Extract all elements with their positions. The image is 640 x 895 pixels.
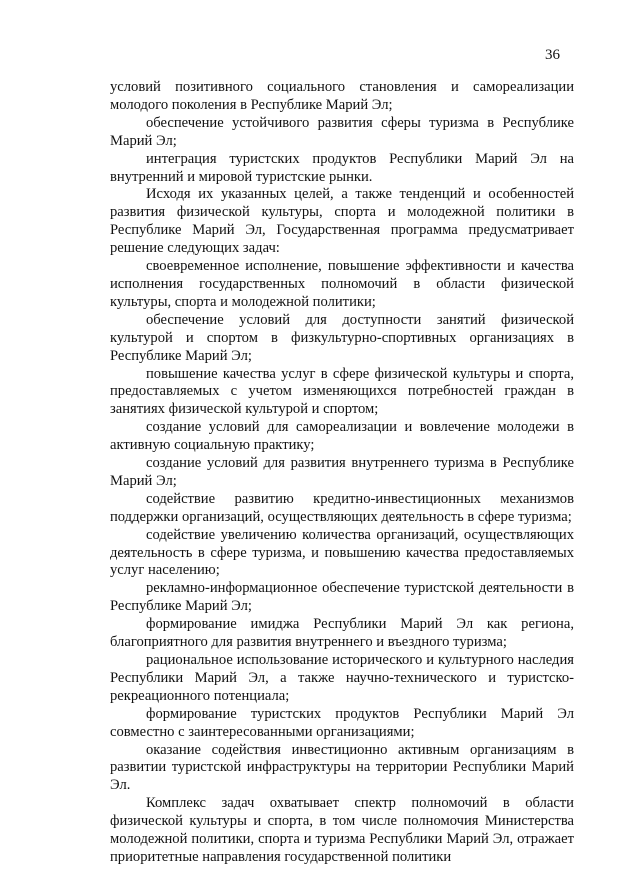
- paragraph-14: рациональное использование исторического и культурного наследия Республики Марий Эл, а также научно-технического и туристско-рекреационного потенциала;: [110, 652, 574, 704]
- page-number: 36: [545, 47, 560, 63]
- paragraph-17: Комплекс задач охватывает спектр полномочий в области физической культуры и спорта, в том числе полномочия Министерства молодежной политики, спорта и туризма Республики Марий Эл, отражает приоритетные направления государственной политики: [110, 795, 574, 865]
- paragraph-2: обеспечение устойчивого развития сферы туризма в Республике Марий Эл;: [110, 114, 574, 149]
- paragraph-13: формирование имиджа Республики Марий Эл как региона, благоприятного для развития внутреннего и въездного туризма;: [110, 616, 574, 651]
- paragraph-4: Исходя их указанных целей, а также тенденций и особенностей развития физической культуры, спорта и молодежной политики в Республике Марий Эл, Государственная программа предусматривает решение следующих задач:: [110, 186, 574, 257]
- document-body: [110, 79, 574, 867]
- paragraph-5: своевременное исполнение, повышение эффективности и качества исполнения государственных полномочий в области физической культуры, спорта и молодежной политики;: [110, 258, 574, 310]
- paragraph-8: создание условий для самореализации и вовлечение молодежи в активную социальную практику;: [110, 419, 574, 454]
- paragraph-7: повышение качества услуг в сфере физической культуры и спорта, предоставляемых с учетом изменяющихся потребностей граждан в занятиях физической культурой и спортом;: [110, 365, 574, 418]
- paragraph-11: содействие увеличению количества организаций, осуществляющих деятельность в сфере туризма, и повышению качества предоставляемых услуг населению;: [110, 526, 574, 579]
- paragraph-10: содействие развитию кредитно-инвестиционных механизмов поддержки организаций, осуществляющих деятельность в сфере туризма;: [110, 490, 574, 525]
- paragraph-15: формирование туристских продуктов Республики Марий Эл совместно с заинтересованными организациями;: [110, 705, 574, 740]
- paragraph-12: рекламно-информационное обеспечение туристской деятельности в Республике Марий Эл;: [110, 580, 574, 615]
- paragraph-16: оказание содействия инвестиционно активным организациям в развитии туристской инфраструктуры на территории Республики Марий Эл.: [110, 741, 574, 794]
- paragraph-1: условий позитивного социального становления и самореализации молодого поколения в Республике Марий Эл;: [110, 79, 574, 113]
- paragraph-6: обеспечение условий для доступности занятий физической культурой и спортом в физкультурно-спортивных организациях в Республике Марий Эл;: [110, 311, 574, 364]
- paragraph-9: создание условий для развития внутреннего туризма в Республике Марий Эл;: [110, 455, 574, 489]
- paragraph-3: интеграция туристских продуктов Республики Марий Эл на внутренний и мировой туристские рынки.: [110, 150, 574, 185]
